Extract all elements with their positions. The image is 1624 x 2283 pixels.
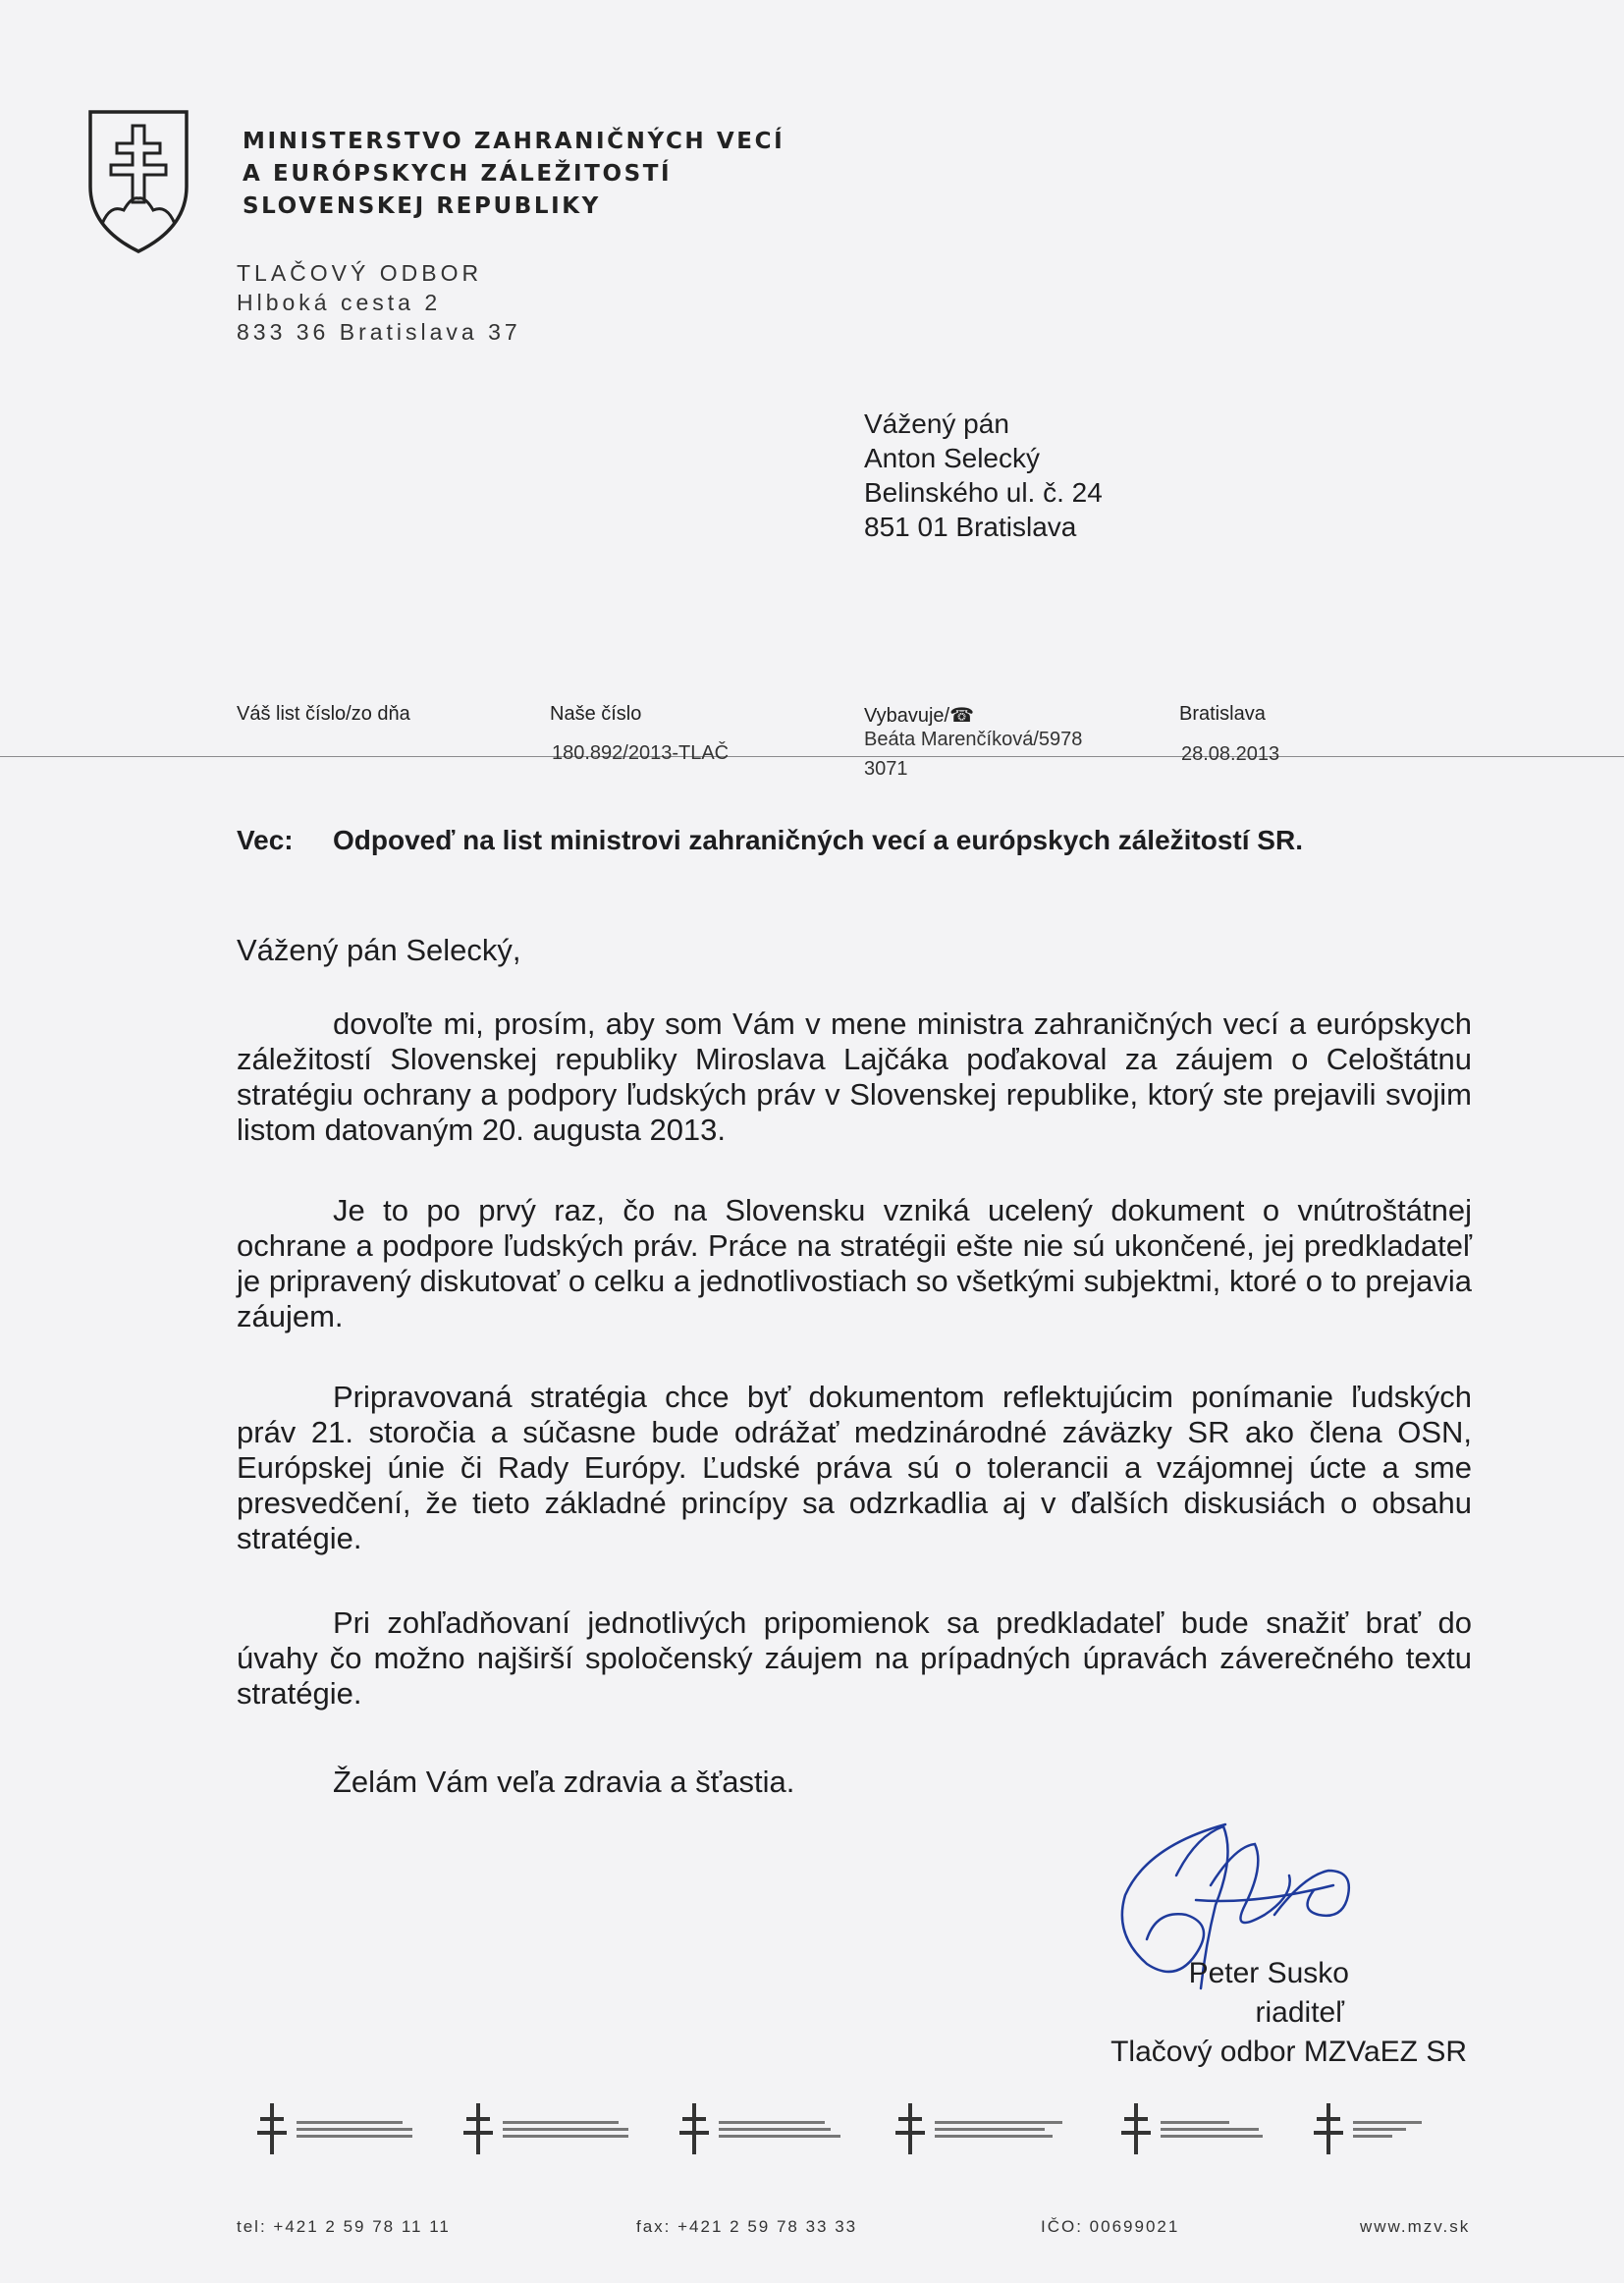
department-name: TLAČOVÝ ODBOR (237, 260, 483, 286)
paragraph-2-text: Je to po prvý raz, čo na Slovensku vzniká ucelený dokument o vnútroštátnej ochrane a podpore ľudských práv. Práce na stratégii ešte nie sú ukončené, jej predkladateľ je pripravený diskutovať o celku a jednotlivostiach so všetkými subjektmi, ktoré o to prejavia záujem. (237, 1193, 1472, 1333)
footer-cross-icon (893, 2101, 927, 2156)
your-letter-label: Váš list číslo/zo dňa (237, 703, 410, 725)
footer-logo (255, 2101, 412, 2156)
paragraph-4 (237, 1605, 1472, 1712)
footer-logo (461, 2101, 628, 2156)
footer-logo (1119, 2101, 1263, 2156)
footer-cross-icon (461, 2101, 495, 2156)
footer-cross-icon (677, 2101, 711, 2156)
footer-cross-icon (255, 2101, 289, 2156)
ministry-line1: MINISTERSTVO ZAHRANIČNÝCH VECÍ (243, 129, 785, 154)
recipient-city: 851 01 Bratislava (864, 512, 1077, 542)
signatory-title: riaditeľ (1255, 1996, 1344, 2029)
recipient-street: Belinského ul. č. 24 (864, 477, 1103, 508)
ministry-line2: A EURÓPSKYCH ZÁLEŽITOSTÍ (243, 161, 673, 187)
letter-greeting: Vážený pán Selecký, (237, 933, 521, 967)
footer-logos (255, 2101, 1473, 2170)
signatory-unit: Tlačový odbor MZVaEZ SR (1110, 2036, 1467, 2068)
subject-label: Vec: (237, 825, 294, 855)
footer-web: www.mzv.sk (1360, 2217, 1471, 2236)
handled-by-value: Beáta Marenčíková/5978 (864, 729, 1083, 750)
paragraph-1 (237, 1006, 1472, 1148)
footer-logo-text (719, 2121, 840, 2138)
recipient-salutation: Vážený pán (864, 408, 1009, 439)
paragraph-3-text: Pripravovaná stratégia chce byť dokumentom reflektujúcim ponímanie ľudských práv 21. storočia a súčasne bude odrážať medzinárodné záväzky SR ako člena OSN, Európskej únie či Rady Európy. Ľudské práva sú o tolerancii a vzájomnej úcte a sme presvedčení, že tieto základné princípy sa odzrkadlia aj v ďalších diskusiách o obsahu stratégie. (237, 1380, 1472, 1555)
footer-logo-text (1161, 2121, 1263, 2138)
double-cross-crest-icon (86, 108, 190, 255)
sender-address (237, 258, 521, 347)
footer-cross-icon (1312, 2101, 1345, 2156)
paragraph-1-text: dovoľte mi, prosím, aby som Vám v mene ministra zahraničných vecí a európskych záležitostí Slovenskej republiky Miroslava Lajčáka poďakoval za záujem o Celoštátnu stratégiu ochrany a podpory ľudských práv v Slovenskej republike, ktorý ste prejavili svojim listom datovaným 20. augusta 2013. (237, 1006, 1472, 1147)
fold-line (0, 756, 1624, 757)
paragraph-2 (237, 1193, 1472, 1334)
sender-city: 833 36 Bratislava 37 (237, 319, 521, 345)
recipient-name: Anton Selecký (864, 443, 1040, 473)
place-label: Bratislava (1179, 703, 1266, 725)
footer-fax: fax: +421 2 59 78 33 33 (636, 2217, 858, 2236)
letter-closing: Želám Vám veľa zdravia a šťastia. (333, 1765, 795, 1799)
subject-text: Odpoveď na list ministrovi zahraničných vecí a európskych záležitostí SR. (333, 825, 1303, 855)
paragraph-3 (237, 1380, 1472, 1556)
our-number-label: Naše číslo (550, 703, 642, 725)
ministry-line3: SLOVENSKEJ REPUBLIKY (243, 193, 601, 219)
footer-cross-icon (1119, 2101, 1153, 2156)
our-number-value: 180.892/2013-TLAČ (552, 742, 730, 764)
footer-logo (1312, 2101, 1422, 2156)
handled-by-label: Vybavuje/☎ (864, 705, 975, 727)
footer-logo-text (935, 2121, 1062, 2138)
footer-tel: tel: +421 2 59 78 11 11 (237, 2217, 451, 2236)
signature-block (1110, 1954, 1467, 2072)
ministry-name (243, 126, 785, 223)
recipient-address (864, 407, 1103, 544)
footer-logo-text (297, 2121, 412, 2138)
handled-by-extension: 3071 (864, 758, 908, 780)
letter-date: 28.08.2013 (1181, 743, 1280, 765)
footer-logo-text (1353, 2121, 1422, 2138)
paragraph-4-text: Pri zohľadňovaní jednotlivých pripomienok sa predkladateľ bude snažiť brať do úvahy čo možno najširší spoločenský záujem na prípadných úpravách záverečného textu stratégie. (237, 1605, 1472, 1711)
footer-logo (893, 2101, 1062, 2156)
footer-ico: IČO: 00699021 (1041, 2217, 1180, 2236)
signatory-name: Peter Susko (1188, 1957, 1349, 1989)
footer-logo-text (503, 2121, 628, 2138)
sender-street: Hlboká cesta 2 (237, 290, 442, 315)
footer-logo (677, 2101, 840, 2156)
